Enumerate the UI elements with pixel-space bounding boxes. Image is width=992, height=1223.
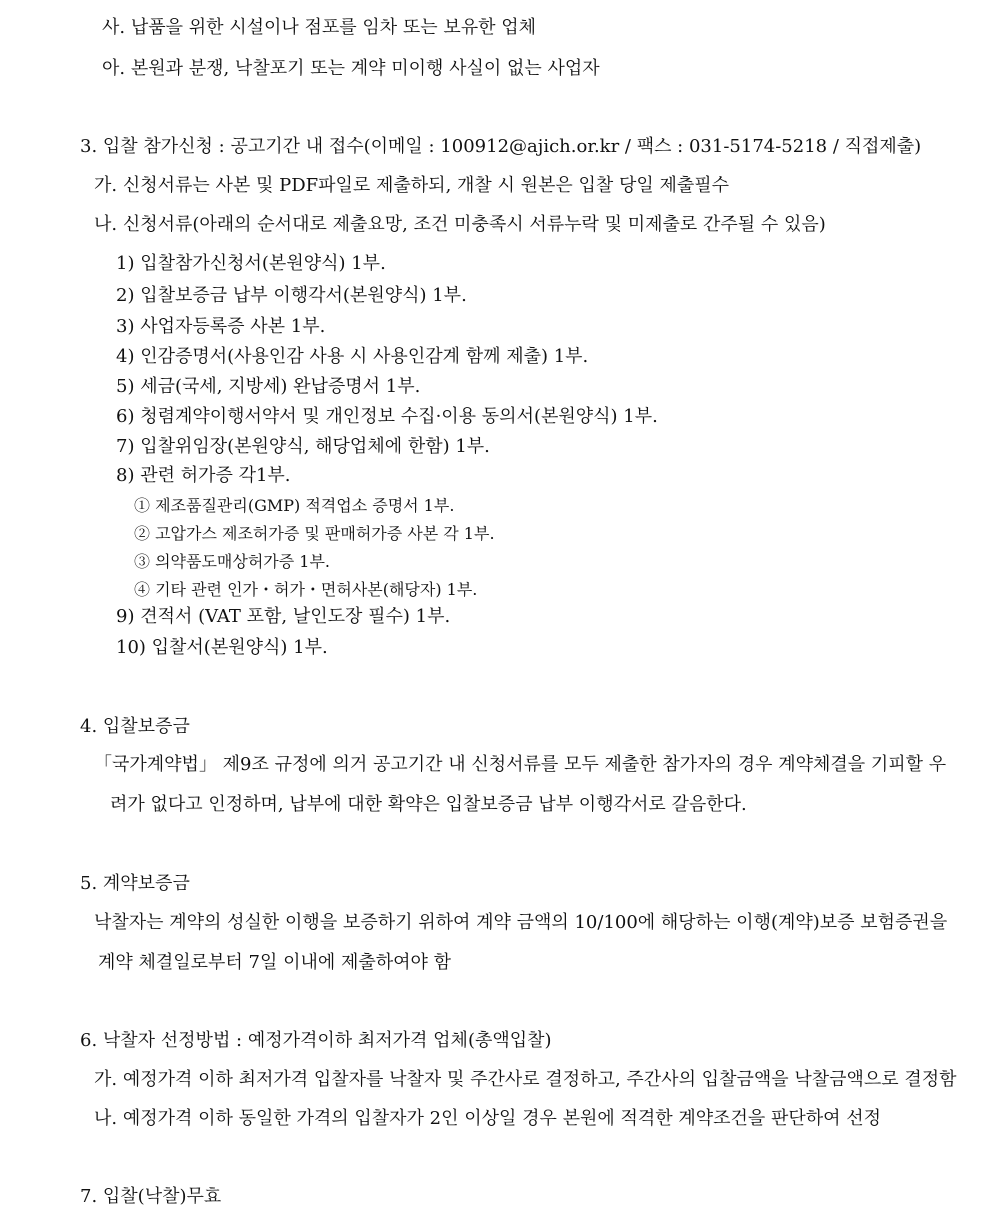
required-document-5: 5) 세금(국세, 지방세) 완납증명서 1부. [116,376,421,397]
required-document-2: 2) 입찰보증금 납부 이행각서(본원양식) 1부. [116,285,467,306]
section-3-item-na: 나. 신청서류(아래의 순서대로 제출요망, 조건 미충족시 서류누락 및 미제출로 간주될 수 있음) [94,214,826,235]
required-document-10: 10) 입찰서(본원양식) 1부. [116,637,328,658]
section-4-paragraph-line-2: 려가 없다고 인정하며, 납부에 대한 확약은 입찰보증금 납부 이행각서로 갈음한다. [110,794,747,815]
section-5-paragraph-line-1: 낙찰자는 계약의 성실한 이행을 보증하기 위하여 계약 금액의 10/100에 해당하는 이행(계약)보증 보험증권을 [94,912,948,933]
required-document-6: 6) 청렴계약이행서약서 및 개인정보 수집·이용 동의서(본원양식) 1부. [116,406,658,427]
bidder-qualification-item-a: 아. 본원과 분쟁, 낙찰포기 또는 계약 미이행 사실이 없는 사업자 [102,58,600,79]
section-3-item-ga: 가. 신청서류는 사본 및 PDF파일로 제출하되, 개찰 시 원본은 입찰 당일 제출필수 [94,175,730,196]
required-document-7: 7) 입찰위임장(본원양식, 해당업체에 한함) 1부. [116,436,490,457]
permit-item-1: ① 제조품질관리(GMP) 적격업소 증명서 1부. [134,496,455,515]
section-6-item-na: 나. 예정가격 이하 동일한 가격의 입찰자가 2인 이상일 경우 본원에 적격한 계약조건을 판단하여 선정 [94,1108,882,1129]
section-4-heading: 4. 입찰보증금 [80,716,190,737]
section-4-paragraph-line-1: 「국가계약법」 제9조 규정에 의거 공고기간 내 신청서류를 모두 제출한 참가자의 경우 계약체결을 기피할 우 [94,754,947,775]
section-3-heading: 3. 입찰 참가신청 : 공고기간 내 접수(이메일 : 100912@ajich.or.kr / 팩스 : 031-5174-5218 / 직접제출) [80,136,922,157]
section-7-heading: 7. 입찰(낙찰)무효 [80,1186,222,1207]
section-5-paragraph-line-2: 계약 체결일로부터 7일 이내에 제출하여야 함 [98,952,452,973]
section-6-heading: 6. 낙찰자 선정방법 : 예정가격이하 최저가격 업체(총액입찰) [80,1030,552,1051]
bidder-qualification-item-sa: 사. 납품을 위한 시설이나 점포를 임차 또는 보유한 업체 [102,17,537,38]
permit-item-2: ② 고압가스 제조허가증 및 판매허가증 사본 각 1부. [134,524,495,543]
required-document-1: 1) 입찰참가신청서(본원양식) 1부. [116,253,386,274]
permit-item-4: ④ 기타 관련 인가・허가・면허사본(해당자) 1부. [134,580,478,599]
required-document-3: 3) 사업자등록증 사본 1부. [116,316,326,337]
required-document-4: 4) 인감증명서(사용인감 사용 시 사용인감계 함께 제출) 1부. [116,346,589,367]
required-document-8: 8) 관련 허가증 각1부. [116,465,291,486]
section-5-heading: 5. 계약보증금 [80,873,190,894]
permit-item-3: ③ 의약품도매상허가증 1부. [134,552,330,571]
required-document-9: 9) 견적서 (VAT 포함, 날인도장 필수) 1부. [116,606,451,627]
section-6-item-ga: 가. 예정가격 이하 최저가격 입찰자를 낙찰자 및 주간사로 결정하고, 주간사의 입찰금액을 낙찰금액으로 결정함 [94,1069,957,1090]
